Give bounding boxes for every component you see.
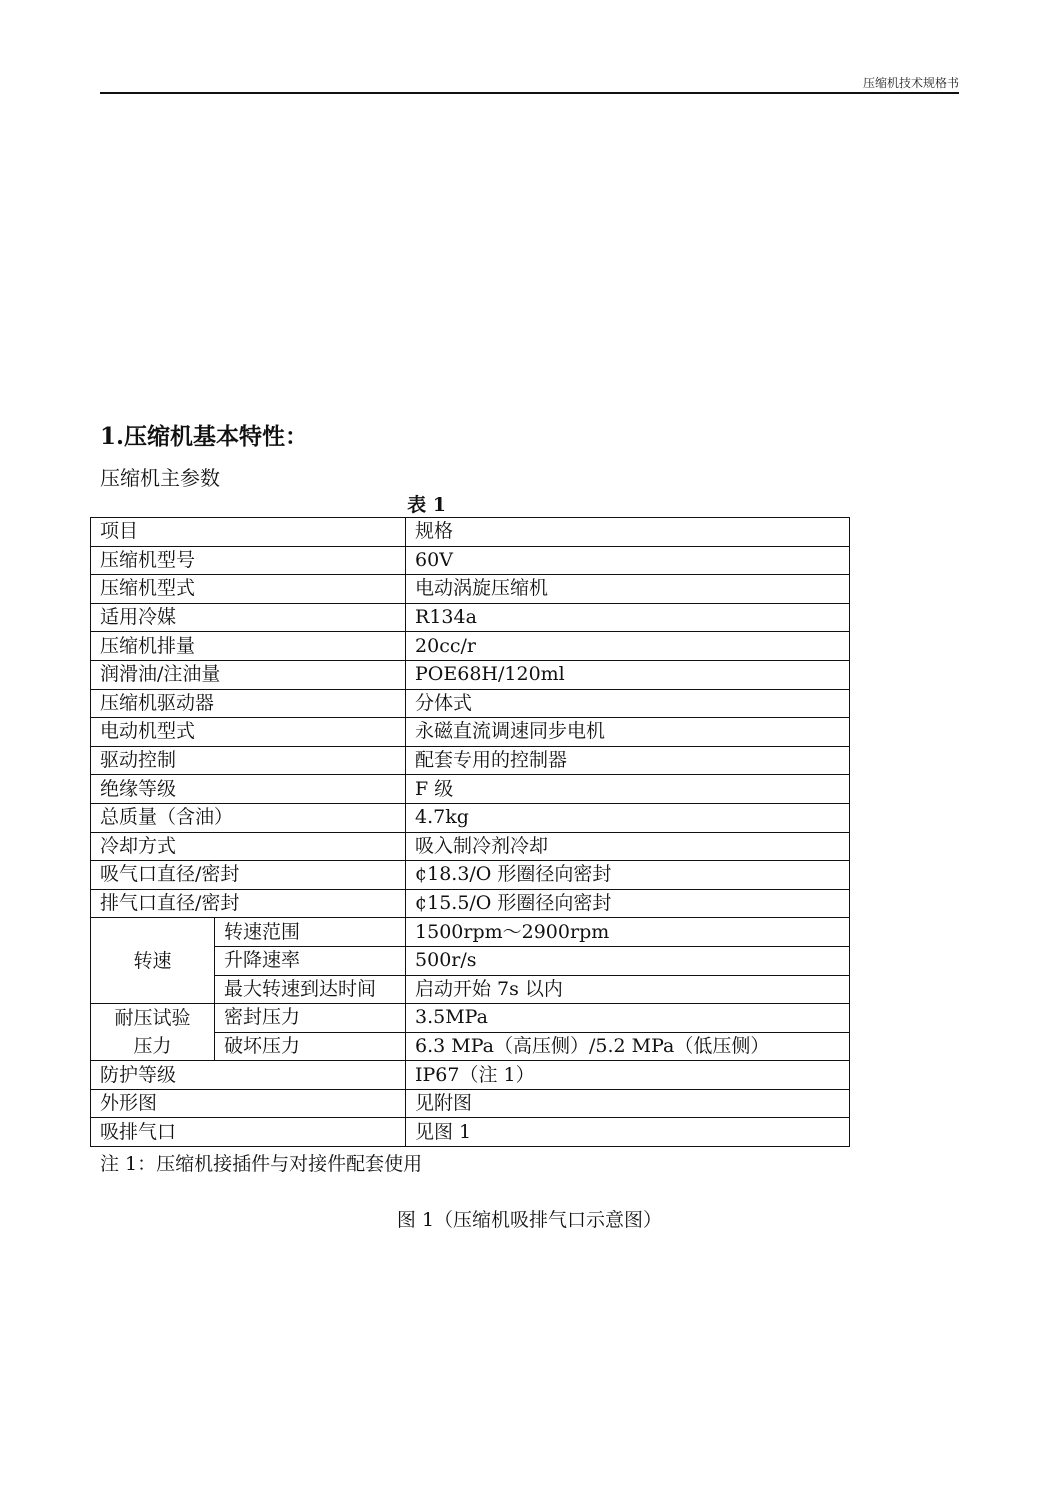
spec-cell: 1500rpm～2900rpm	[406, 918, 850, 947]
sub-item-cell: 密封压力	[215, 1004, 406, 1033]
table-row	[91, 718, 850, 747]
spec-table	[90, 517, 850, 1147]
sub-item-cell: 升降速率	[215, 946, 406, 975]
item-cell: 适用冷媒	[91, 603, 406, 632]
item-cell: 防护等级	[91, 1061, 406, 1090]
table-row	[91, 546, 850, 575]
item-cell: 冷却方式	[91, 832, 406, 861]
sub-item-cell: 转速范围	[215, 918, 406, 947]
spec-cell: 启动开始 7s 以内	[406, 975, 850, 1004]
table-row	[91, 518, 850, 547]
spec-cell: 配套专用的控制器	[406, 746, 850, 775]
spec-cell: 500r/s	[406, 946, 850, 975]
table-row	[91, 832, 850, 861]
spec-cell: 分体式	[406, 689, 850, 718]
spec-cell: 电动涡旋压缩机	[406, 575, 850, 604]
item-cell: 项目	[91, 518, 406, 547]
item-cell: 压缩机型号	[91, 546, 406, 575]
spec-cell: ¢18.3/O 形圈径向密封	[406, 861, 850, 890]
table-row	[91, 775, 850, 804]
spec-cell: 吸入制冷剂冷却	[406, 832, 850, 861]
table-row	[91, 689, 850, 718]
item-cell: 绝缘等级	[91, 775, 406, 804]
spec-cell: R134a	[406, 603, 850, 632]
spec-cell: 见图 1	[406, 1118, 850, 1147]
table-row	[91, 1089, 850, 1118]
table-row	[91, 1061, 850, 1090]
spec-cell: POE68H/120ml	[406, 660, 850, 689]
spec-cell: 3.5MPa	[406, 1004, 850, 1033]
table-row	[91, 1118, 850, 1147]
spec-cell: 60V	[406, 546, 850, 575]
header-divider	[100, 92, 959, 94]
pressure-group-label	[91, 1004, 215, 1061]
spec-cell: F 级	[406, 775, 850, 804]
spec-cell: 见附图	[406, 1089, 850, 1118]
spec-cell: 4.7kg	[406, 803, 850, 832]
item-cell: 压缩机型式	[91, 575, 406, 604]
spec-cell: 永磁直流调速同步电机	[406, 718, 850, 747]
item-cell: 外形图	[91, 1089, 406, 1118]
table-caption: 表 1	[407, 494, 446, 516]
table-row	[91, 861, 850, 890]
item-cell: 电动机型式	[91, 718, 406, 747]
spec-cell: 规格	[406, 518, 850, 547]
item-cell: 排气口直径/密封	[91, 889, 406, 918]
table-row	[91, 803, 850, 832]
table-row	[91, 575, 850, 604]
sub-item-cell: 破坏压力	[215, 1032, 406, 1061]
table-row	[91, 660, 850, 689]
spec-cell: 6.3 MPa（高压侧）/5.2 MPa（低压侧）	[406, 1032, 850, 1061]
table-row	[91, 632, 850, 661]
table-row	[91, 603, 850, 632]
pressure-group-label-line2: 压力	[133, 1035, 172, 1058]
figure-caption: 图 1（压缩机吸排气口示意图）	[396, 1209, 663, 1231]
table-row	[91, 918, 850, 947]
spec-cell: 20cc/r	[406, 632, 850, 661]
section-title: 1.压缩机基本特性：	[100, 423, 309, 450]
table-row	[91, 889, 850, 918]
section-subtitle: 压缩机主参数	[100, 466, 220, 490]
table-row	[91, 1004, 850, 1033]
item-cell: 润滑油/注油量	[91, 660, 406, 689]
table-row	[91, 746, 850, 775]
spec-cell: IP67（注 1）	[406, 1061, 850, 1090]
item-cell: 压缩机驱动器	[91, 689, 406, 718]
item-cell: 总质量（含油）	[91, 803, 406, 832]
speed-group-label: 转速	[91, 918, 215, 1004]
item-cell: 吸气口直径/密封	[91, 861, 406, 890]
spec-cell: ¢15.5/O 形圈径向密封	[406, 889, 850, 918]
document-header-title: 压缩机技术规格书	[862, 76, 959, 90]
table-footnote: 注 1：压缩机接插件与对接件配套使用	[100, 1153, 423, 1175]
item-cell: 压缩机排量	[91, 632, 406, 661]
item-cell: 驱动控制	[91, 746, 406, 775]
sub-item-cell: 最大转速到达时间	[215, 975, 406, 1004]
item-cell: 吸排气口	[91, 1118, 406, 1147]
pressure-group-label-line1: 耐压试验	[114, 1007, 191, 1030]
